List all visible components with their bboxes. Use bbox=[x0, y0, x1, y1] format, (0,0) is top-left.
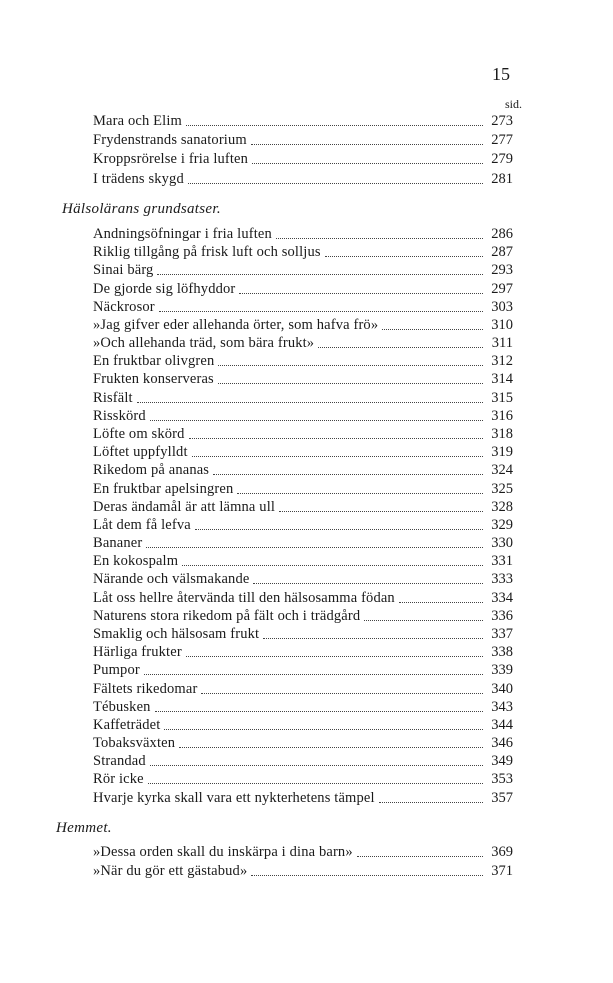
toc-entry-page: 328 bbox=[491, 498, 513, 515]
dot-leader bbox=[251, 875, 483, 876]
toc-entry-title: »Jag gifver eder allehanda örter, som hafva frö» bbox=[93, 316, 379, 333]
dot-leader bbox=[218, 365, 483, 366]
toc-entry-title: Rör icke bbox=[93, 771, 144, 788]
toc-entry-page: 357 bbox=[491, 789, 513, 806]
dot-leader bbox=[252, 163, 483, 164]
dot-leader bbox=[189, 438, 483, 439]
toc-entry bbox=[93, 570, 513, 588]
dot-leader bbox=[182, 565, 483, 566]
toc-entry bbox=[93, 243, 513, 261]
toc-entry-page: 353 bbox=[491, 771, 513, 788]
section-heading: Hälsolärans grundsatser. bbox=[62, 201, 221, 217]
toc-entry bbox=[93, 552, 513, 570]
dot-leader bbox=[186, 125, 483, 126]
toc-entry-title: Smaklig och hälsosam frukt bbox=[93, 625, 260, 642]
toc-entry bbox=[93, 862, 513, 880]
dot-leader bbox=[137, 402, 483, 403]
toc-entry-title: Löftet uppfylldt bbox=[93, 444, 188, 461]
dot-leader bbox=[148, 783, 483, 784]
toc-entry-page: 312 bbox=[491, 353, 513, 370]
toc-entry bbox=[93, 370, 513, 388]
toc-entry bbox=[93, 170, 513, 188]
toc-entry-page: 281 bbox=[491, 170, 513, 187]
toc-entry bbox=[93, 261, 513, 279]
toc-entry bbox=[93, 643, 513, 661]
toc-entry-title: Tébusken bbox=[93, 698, 151, 715]
dot-leader bbox=[155, 711, 483, 712]
toc-entry bbox=[93, 389, 513, 407]
toc-entry-title: Härliga frukter bbox=[93, 644, 182, 661]
toc-entry-title: Rikedom på ananas bbox=[93, 462, 210, 479]
dot-leader bbox=[144, 674, 483, 675]
toc-entry-title: En fruktbar olivgren bbox=[93, 353, 215, 370]
dot-leader bbox=[325, 256, 483, 257]
toc-entry-page: 333 bbox=[491, 571, 513, 588]
toc-entry-page: 346 bbox=[491, 735, 513, 752]
toc-entry-title: Risfält bbox=[93, 389, 133, 406]
toc-entry-page: 349 bbox=[491, 753, 513, 770]
toc-entry bbox=[93, 407, 513, 425]
toc-entry-page: 310 bbox=[491, 316, 513, 333]
toc-entry bbox=[93, 680, 513, 698]
toc-entry-page: 311 bbox=[491, 335, 513, 352]
toc-entry-page: 330 bbox=[491, 535, 513, 552]
toc-entry bbox=[93, 843, 513, 861]
toc-entry-page: 336 bbox=[491, 607, 513, 624]
toc-entry-title: I trädens skygd bbox=[93, 170, 184, 187]
toc-entry-title: Näckrosor bbox=[93, 298, 155, 315]
toc-entry-title: Närande och välsmakande bbox=[93, 571, 250, 588]
dot-leader bbox=[150, 765, 483, 766]
toc-entry-title: Strandad bbox=[93, 753, 146, 770]
toc-entry-page: 339 bbox=[491, 662, 513, 679]
toc-entry bbox=[93, 334, 513, 352]
dot-leader bbox=[253, 583, 483, 584]
toc-entry bbox=[93, 150, 513, 168]
toc-entry-page: 334 bbox=[491, 589, 513, 606]
toc-entry-page: 329 bbox=[491, 516, 513, 533]
toc-entry-page: 337 bbox=[491, 625, 513, 642]
toc-entry bbox=[93, 316, 513, 334]
toc-entry-page: 331 bbox=[491, 553, 513, 570]
toc-entry-title: Frydenstrands sanatorium bbox=[93, 132, 247, 149]
dot-leader bbox=[179, 747, 483, 748]
toc-entry-page: 297 bbox=[491, 280, 513, 297]
dot-leader bbox=[201, 693, 483, 694]
toc-entry-title: Löfte om skörd bbox=[93, 425, 185, 442]
toc-entry-title: Låt dem få lefva bbox=[93, 516, 191, 533]
dot-leader bbox=[279, 511, 483, 512]
dot-leader bbox=[164, 729, 483, 730]
toc-entry bbox=[93, 461, 513, 479]
toc-entry-title: »Och allehanda träd, som bära frukt» bbox=[93, 335, 315, 352]
toc-entry-page: 316 bbox=[491, 407, 513, 424]
toc-entry-title: Riklig tillgång på frisk luft och solljus bbox=[93, 244, 321, 261]
dot-leader bbox=[251, 144, 483, 145]
toc-entry bbox=[93, 734, 513, 752]
toc-entry-page: 340 bbox=[491, 680, 513, 697]
dot-leader bbox=[364, 620, 483, 621]
toc-entry bbox=[93, 625, 513, 643]
toc-entry bbox=[93, 589, 513, 607]
toc-entry-title: Kaffeträdet bbox=[93, 716, 161, 733]
toc-entry-title: »Dessa orden skall du inskärpa i dina barn» bbox=[93, 844, 353, 860]
toc-entry-title: Fältets rikedomar bbox=[93, 680, 198, 697]
dot-leader bbox=[263, 638, 483, 639]
dot-leader bbox=[399, 602, 483, 603]
toc-entry bbox=[93, 498, 513, 516]
toc-entry-page: 318 bbox=[491, 425, 513, 442]
dot-leader bbox=[188, 183, 483, 184]
toc-entry-title: Naturens stora rikedom på fält och i trädgård bbox=[93, 607, 361, 624]
page-number: 15 bbox=[492, 64, 510, 84]
toc-entry-title: Hvarje kyrka skall vara ett nykterhetens tämpel bbox=[93, 789, 375, 806]
dot-leader bbox=[357, 856, 483, 857]
toc-entry-title: Tobaksväxten bbox=[93, 735, 176, 752]
dot-leader bbox=[146, 547, 483, 548]
toc-entry-title: Kroppsrörelse i fria luften bbox=[93, 151, 249, 168]
toc-entry-title: En fruktbar apelsingren bbox=[93, 480, 234, 497]
toc-entry-page: 315 bbox=[491, 389, 513, 406]
toc-entry-title: De gjorde sig löfhyddor bbox=[93, 280, 236, 297]
dot-leader bbox=[186, 656, 483, 657]
dot-leader bbox=[195, 529, 483, 530]
toc-entry-title: »När du gör ett gästabud» bbox=[93, 863, 248, 879]
toc-entry bbox=[93, 770, 513, 788]
toc-entry-page: 319 bbox=[491, 444, 513, 461]
toc-entry-page: 286 bbox=[491, 226, 513, 242]
toc-entry-page: 324 bbox=[491, 462, 513, 479]
toc-entry bbox=[93, 516, 513, 534]
toc-entry bbox=[93, 716, 513, 734]
toc-entry bbox=[93, 298, 513, 316]
toc-entry-page: 303 bbox=[491, 298, 513, 315]
toc-entry bbox=[93, 112, 513, 130]
toc-entry-page: 344 bbox=[491, 716, 513, 733]
toc-entry bbox=[93, 534, 513, 552]
toc-entry-title: Frukten konserveras bbox=[93, 371, 214, 388]
toc-entry bbox=[93, 661, 513, 679]
toc-entry bbox=[93, 607, 513, 625]
toc-entry-page: 287 bbox=[491, 244, 513, 261]
toc-entry-page: 293 bbox=[491, 262, 513, 279]
dot-leader bbox=[239, 293, 483, 294]
toc-entry-title: Låt oss hellre återvända till den hälsosamma födan bbox=[93, 589, 395, 606]
dot-leader bbox=[318, 347, 483, 348]
toc-entry bbox=[93, 752, 513, 770]
toc-entry-title: Deras ändamål är att lämna ull bbox=[93, 498, 276, 515]
page-column-label: sid. bbox=[505, 97, 523, 111]
dot-leader bbox=[150, 420, 483, 421]
toc-entry-page: 273 bbox=[491, 113, 513, 129]
toc-entry-title: Sinai bärg bbox=[93, 262, 154, 279]
toc-entry-page: 277 bbox=[491, 132, 513, 149]
dot-leader bbox=[157, 274, 483, 275]
toc-entry-page: 338 bbox=[491, 644, 513, 661]
toc-entry-title: Pumpor bbox=[93, 662, 140, 679]
toc-entry bbox=[93, 280, 513, 298]
dot-leader bbox=[159, 311, 483, 312]
toc-entry bbox=[93, 698, 513, 716]
toc-entry bbox=[93, 425, 513, 443]
dot-leader bbox=[379, 802, 483, 803]
toc-entry-page: 325 bbox=[491, 480, 513, 497]
toc-entry-page: 314 bbox=[491, 371, 513, 388]
toc-entry-page: 369 bbox=[491, 844, 513, 860]
toc-entry-page: 343 bbox=[491, 698, 513, 715]
dot-leader bbox=[218, 383, 483, 384]
dot-leader bbox=[276, 238, 483, 239]
toc-entry bbox=[93, 480, 513, 498]
dot-leader bbox=[382, 329, 483, 330]
toc-entry bbox=[93, 352, 513, 370]
dot-leader bbox=[192, 456, 483, 457]
toc-entry bbox=[93, 225, 513, 243]
toc-entry-page: 371 bbox=[491, 863, 513, 879]
toc-entry-title: Bananer bbox=[93, 535, 143, 552]
section-heading: Hemmet. bbox=[56, 820, 112, 836]
toc-entry-title: En kokospalm bbox=[93, 553, 179, 570]
dot-leader bbox=[213, 474, 483, 475]
dot-leader bbox=[237, 493, 483, 494]
toc-entry bbox=[93, 443, 513, 461]
toc-entry bbox=[93, 131, 513, 149]
toc-entry-page: 279 bbox=[491, 151, 513, 168]
toc-entry bbox=[93, 789, 513, 807]
toc-entry-title: Andningsöfningar i fria luften bbox=[93, 226, 272, 242]
toc-entry-title: Risskörd bbox=[93, 407, 146, 424]
toc-entry-title: Mara och Elim bbox=[93, 113, 182, 129]
